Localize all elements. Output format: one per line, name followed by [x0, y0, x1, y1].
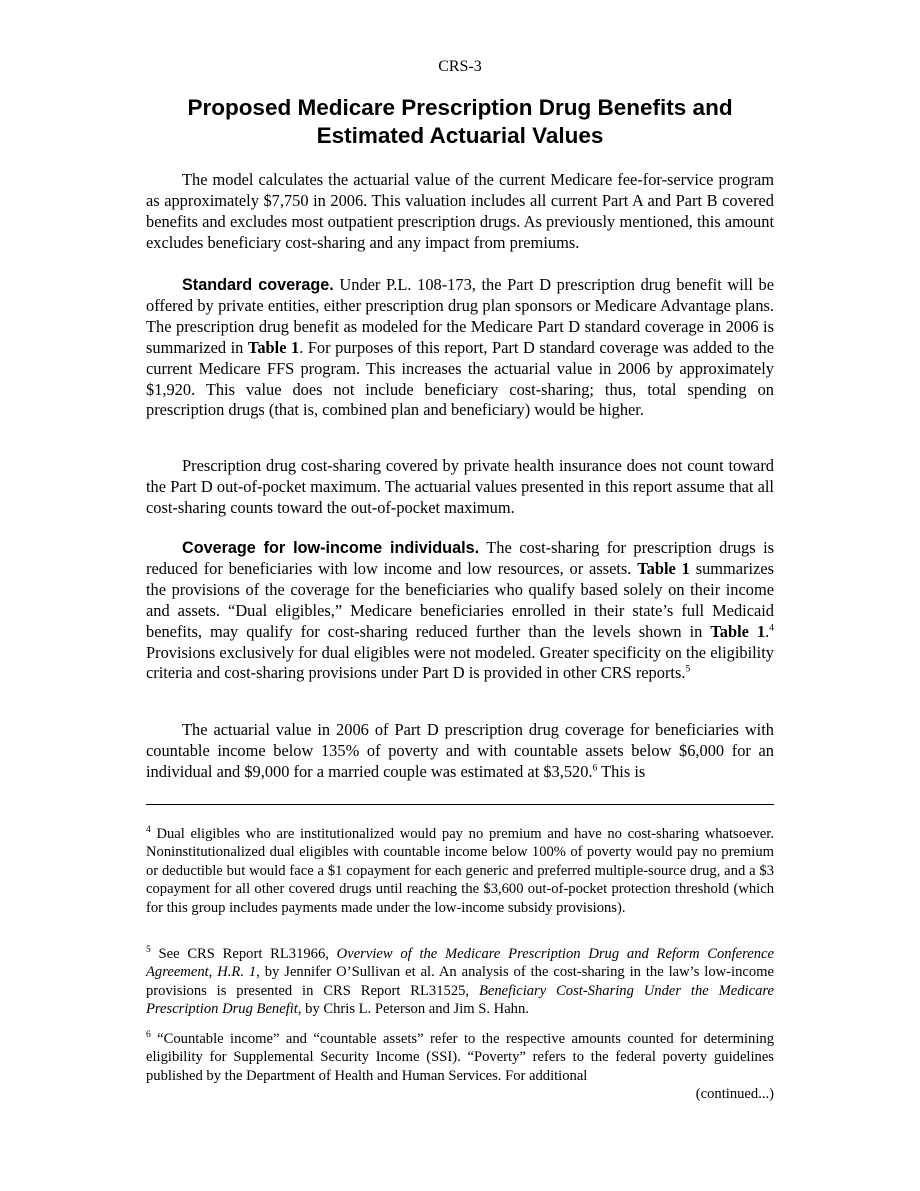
- footnote-text: Dual eligibles who are institutionalized would pay no premium and have no cost-sharing whatsoever. Noninstitutionalized dual eligibles with countable income below 100% of poverty would pay no premium or deductible but would face a $1 copayment for each generic and preferred multiple-source drug, and a $3 copayment for all other covered drugs until reaching the $3,600 out-of-pocket protection threshold (which for this group includes payments made under the low-income subsidy provisions).: [146, 826, 774, 916]
- paragraph-text: . For purposes of this report, Part D standard coverage was added to the current Medicare FFS program. This increases the actuarial value in 2006 by approximately $1,920. This value does not include beneficiary cost-sharing; thus, total spending on prescription drugs (that is, combined plan and beneficiary) would be higher.: [146, 337, 774, 420]
- paragraph-text: The cost-sharing for prescription drugs is reduced for beneficiaries with low income and low resources, or assets.: [146, 538, 774, 578]
- paragraph-fee-for-service: [146, 170, 774, 254]
- footnote-5: [146, 945, 774, 1019]
- paragraph-text: summarizes the provisions of the coverage for the beneficiaries who qualify based solely on their income and assets. “Dual eligibles,” Medicare beneficiaries enrolled in their state’s full Medicaid benefits, may qualify for cost-sharing reduced further than the levels shown in: [146, 558, 774, 641]
- footnote-text: See CRS Report RL31966,: [150, 946, 337, 962]
- paragraph-text: The model calculates the actuarial value of the current Medicare fee-for-service program as approximately $7,750 in 2006. This valuation includes all current Part A and Part B covered benefits and excludes most outpatient prescription drugs. As previously mentioned, this amount excludes beneficiary cost-sharing and any impact from premiums.: [146, 170, 774, 252]
- title-line-1: Proposed Medicare Prescription Drug Benefits and: [187, 95, 733, 120]
- footnote-marker-5: 5: [685, 664, 691, 675]
- page-number-header: CRS-3: [438, 58, 482, 75]
- paragraph-text: The actuarial value in 2006 of Part D prescription drug coverage for beneficiaries with countable income below 135% of poverty and with countable assets below $6,000 for an individual and $9,000 for a married couple was estimated at $3,520.: [146, 720, 774, 781]
- paragraph-text: This is: [597, 761, 646, 781]
- footnote-number: 6: [146, 1030, 151, 1041]
- paragraph-text: .: [765, 621, 770, 641]
- table-reference: Table 1: [247, 337, 300, 357]
- paragraph-text: Under P.L. 108-173, the Part D prescription drug benefit will be offered by private entities, either prescription drug plan sponsors or Medicare Advantage plans. The prescription drug benefit as modeled for the Medicare Part D standard coverage in 2006 is summarized in: [146, 275, 774, 357]
- footnote-6: [146, 1030, 774, 1104]
- report-title: Beneficiary Cost-Sharing Under the Medicare Prescription Drug Benefit: [146, 982, 774, 1018]
- page-title: [146, 94, 774, 150]
- footnote-text: “Countable income” and “countable assets” refer to the respective amounts counted for determining eligibility for Supplemental Security Income (SSI). “Poverty” refers to the federal poverty guidelines published by the Department of Health and Human Services. For additional: [146, 1031, 774, 1084]
- paragraph-text: Provisions exclusively for dual eligibles were not modeled. Greater specificity on the eligibility criteria and cost-sharing provisions under Part D is provided in other CRS reports.: [146, 642, 774, 683]
- paragraph-actuarial-value: [146, 720, 774, 783]
- footnote-4: [146, 825, 774, 917]
- paragraph-private-insurance: [146, 456, 774, 519]
- paragraph-low-income: [146, 538, 774, 684]
- footnote-text: , by Jennifer O’Sullivan et al. An analysis of the cost-sharing in the law’s low-income provisions is presented in CRS Report RL31525,: [146, 964, 775, 999]
- table-reference: Table 1: [710, 621, 766, 641]
- footnote-divider: [146, 804, 774, 805]
- continued-note: (continued...): [695, 1086, 774, 1103]
- title-line-2: Estimated Actuarial Values: [316, 123, 604, 148]
- table-reference: Table 1: [637, 558, 690, 578]
- section-heading-low-income: Coverage for low-income individuals.: [182, 539, 480, 557]
- paragraph-standard-coverage: [146, 275, 774, 421]
- paragraph-text: Prescription drug cost-sharing covered by private health insurance does not count toward the Part D out-of-pocket maximum. The actuarial values presented in this report assume that all cost-sharing counts toward the out-of-pocket maximum.: [146, 456, 774, 517]
- footnote-marker-6: 6: [592, 763, 598, 774]
- footnote-text: , by Chris L. Peterson and Jim S. Hahn.: [297, 1001, 529, 1018]
- footnote-number: 4: [146, 825, 151, 836]
- footnote-number: 5: [146, 945, 151, 956]
- footnote-marker-4: 4: [769, 623, 774, 634]
- section-heading-standard-coverage: Standard coverage.: [182, 276, 334, 294]
- report-title: Overview of the Medicare Prescription Drug and Reform Conference Agreement, H.R. 1: [146, 946, 774, 981]
